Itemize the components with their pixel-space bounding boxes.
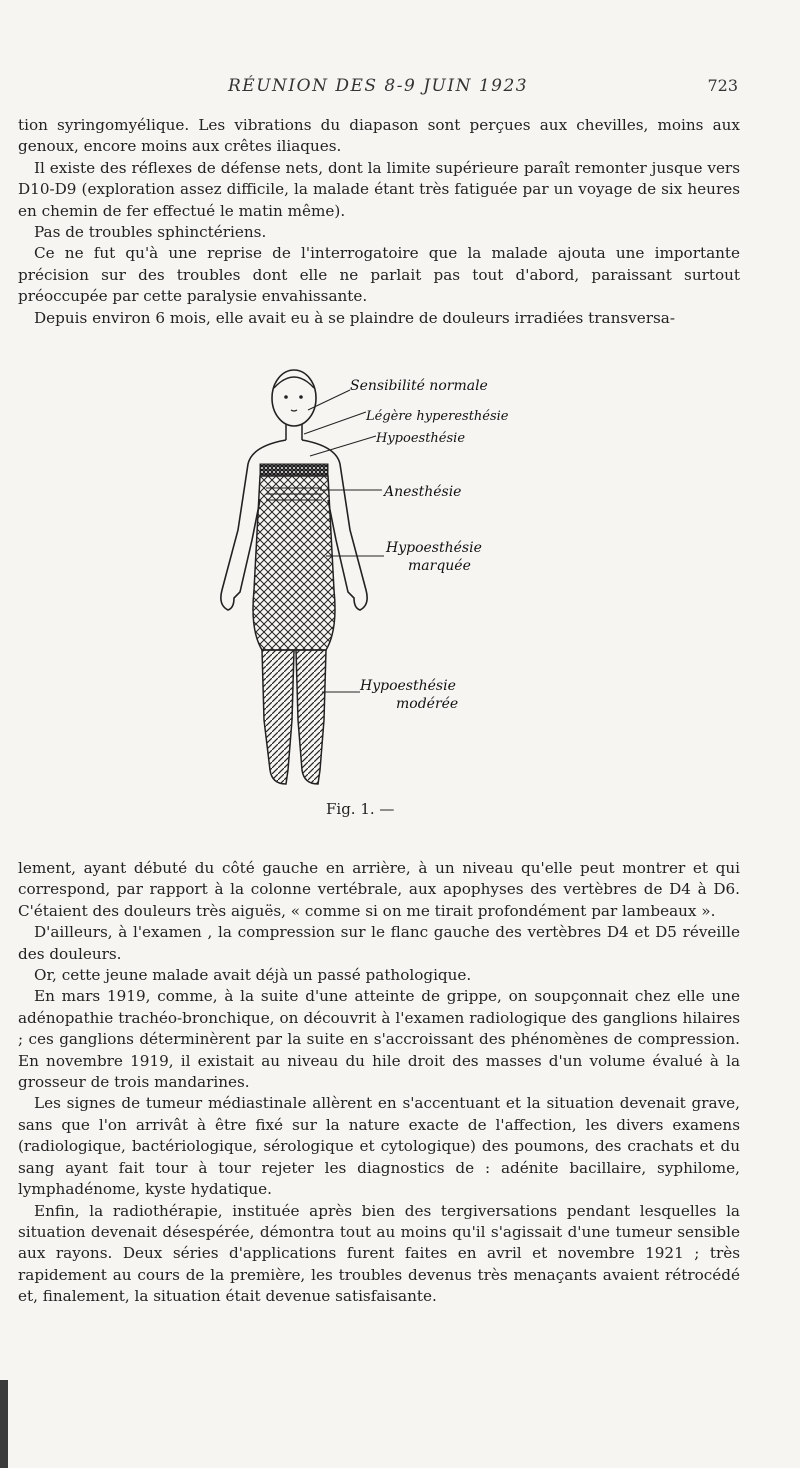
label-sensibilite-normale: Sensibilité normale — [350, 378, 488, 394]
text-block-top — [18, 115, 740, 329]
paragraph: Or, cette jeune malade avait déjà un passé pathologique. — [34, 966, 472, 985]
label-legere-hyperesthesie: Légère hyperesthésie — [366, 409, 509, 424]
label-moderee: modérée — [396, 696, 459, 712]
text-block-bottom — [18, 858, 740, 1308]
paragraph: tion syringomyélique. Les vibrations du diapason sont perçues aux chevilles, moins aux genoux, encore moins aux crêtes iliaques. — [18, 116, 740, 156]
paragraph: Pas de troubles sphinctériens. — [34, 223, 267, 242]
page-number: 723 — [707, 76, 738, 95]
label-anesthesie: Anesthésie — [384, 484, 462, 500]
right-leg — [296, 650, 326, 784]
paragraph: Les signes de tumeur médiastinale allèrent en s'accentuant et la situation devenait grave, sans que l'on arrivât à être fixé sur la nature exacte de l'affection, les divers examens (radiologique, bactériologique, sérologique et cytologique) des poumons, des crachats et du sang ayant fait tour à tour rejeter les diagnostics de : adénite bacillaire, syphilome, lymphadénome, kyste hydatique. — [18, 1094, 740, 1199]
head — [272, 370, 316, 426]
label-marquee: marquée — [408, 558, 471, 574]
anesthesie-zone — [260, 464, 328, 476]
page-header — [0, 76, 800, 100]
paragraph: D'ailleurs, à l'examen , la compression sur le flanc gauche des vertèbres D4 et D5 réveille des douleurs. — [18, 923, 740, 963]
paragraph: En mars 1919, comme, à la suite d'une atteinte de grippe, on soupçonnait chez elle une adénopathie trachéo-bronchique, on découvrit à l'examen radiologique des ganglions hilaires ; ces ganglions déterminèrent par la suite en s'accroissant des phénomènes de compression. En novembre 1919, il existait au niveau du hile droit des masses d'un volume évalué à la grosseur de trois mandarines. — [18, 987, 740, 1092]
body-drawing — [200, 360, 520, 790]
paragraph: Il existe des réflexes de défense nets, dont la limite supérieure paraît remonter jusque vers D10-D9 (exploration assez difficile, la malade étant très fatiguée par un voyage de six heures en chemin de fer effectué le matin même). — [18, 158, 740, 220]
paragraph: lement, ayant débuté du côté gauche en arrière, à un niveau qu'elle peut montrer et qui correspond, par rapport à la colonne vertébrale, aux apophyses des vertèbres de D4 à D6. C'étaient des douleurs très aiguës, « comme si on me tirait profondément par lambeaux ». — [18, 859, 740, 920]
running-head: RÉUNION DES 8-9 JUIN 1923 — [228, 76, 529, 96]
paragraph: Enfin, la radiothérapie, instituée après bien des tergiversations pendant lesquelles la situation devenait désespérée, démontra tout au moins qu'il s'agissait d'une tumeur sensible aux rayons. Deux séries d'applications furent faites en avril et novembre 1921 ; très rapidement au cours de la première, les troubles devenus très menaçants avaient rétrocédé et, finalement, la situation était devenue satisfaisante. — [18, 1201, 740, 1306]
left-leg — [262, 650, 294, 784]
body-sensitivity-figure — [200, 360, 520, 790]
figure-caption: Fig. 1. — — [326, 800, 395, 818]
label-hypoesthesie-moderee: Hypoesthésie — [360, 678, 456, 694]
paragraph: Depuis environ 6 mois, elle avait eu à se plaindre de douleurs irradiées transversa- — [34, 308, 675, 327]
label-hypoesthesie-marquee: Hypoesthésie — [386, 540, 482, 556]
label-hypoesthesie: Hypoesthésie — [376, 431, 466, 446]
page-spine-shadow — [0, 1380, 8, 1468]
paragraph: Ce ne fut qu'à une reprise de l'interrogatoire que la malade ajouta une importante précision sur des troubles dont elle ne parlait pas tout d'abord, paraissant surtout préoccupée par cette paralysie envahissante. — [18, 244, 740, 306]
hypoesthesie-marquee-zone — [253, 476, 335, 650]
